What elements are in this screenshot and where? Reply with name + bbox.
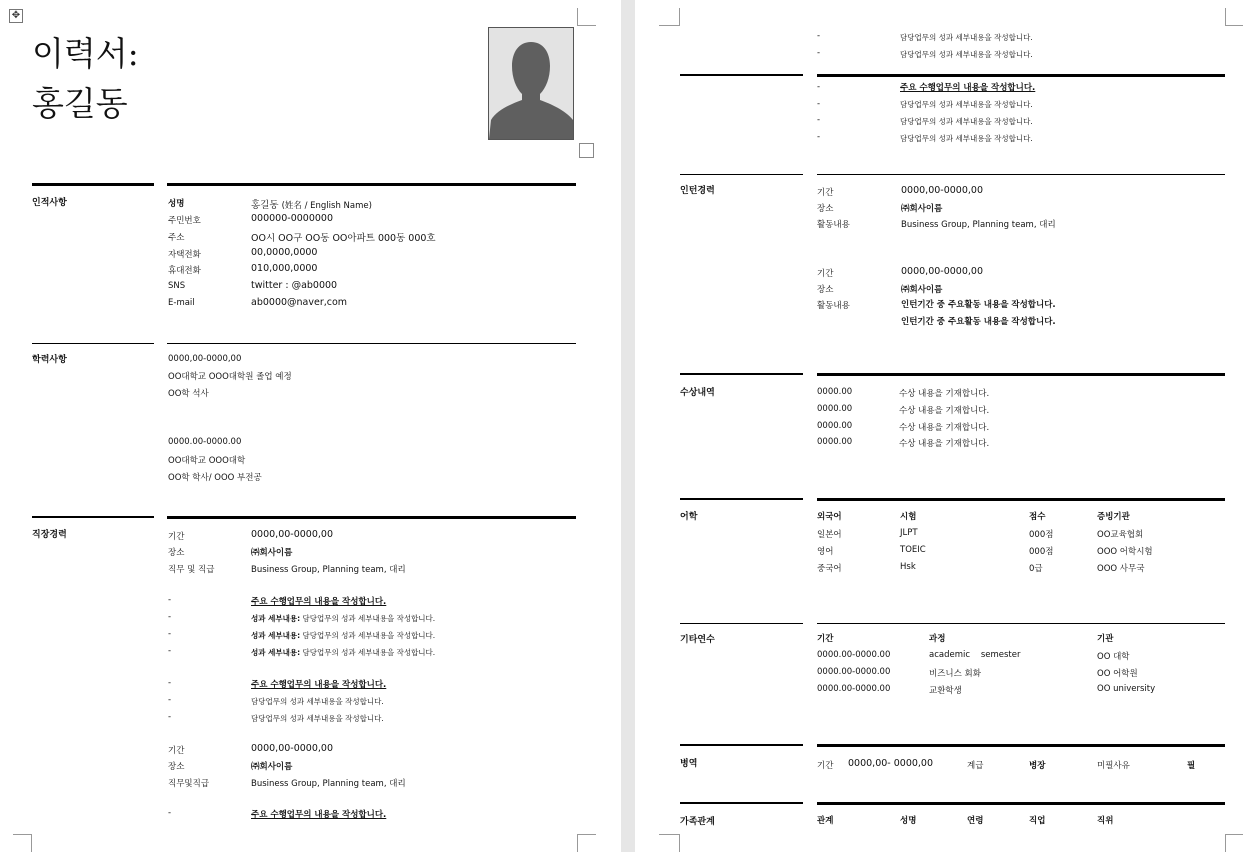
award-date: 0000.00 (817, 421, 853, 431)
award-text: 수상 내용을 기재합니다. (899, 439, 990, 449)
table-header: 과정 (929, 634, 946, 644)
task-detail: 담당업무의 성과 세부내용을 작성합니다. (900, 117, 1033, 126)
work-role: Business Group, Planning team, 대리 (251, 565, 406, 575)
section-title-work: 직장경력 (32, 530, 67, 540)
section-divider (32, 183, 154, 186)
field-label: 장소 (817, 204, 834, 214)
field-label: 주민번호 (168, 216, 201, 226)
task-main: 주요 수행업무의 내용을 작성합니다. (900, 83, 1036, 93)
task-detail: 담당업무의 성과 세부내용을 작성합니다. (251, 714, 384, 723)
table-cell: 0급 (1029, 564, 1043, 574)
field-label: 장소 (817, 285, 834, 295)
section-divider (817, 802, 1225, 805)
military-rank: 병장 (1029, 761, 1046, 771)
field-label: 성명 (168, 199, 185, 209)
name-extra: (姓名 / English Name) (281, 201, 372, 211)
section-title-military: 병역 (680, 759, 698, 769)
education-period: 0000.00-0000.00 (168, 437, 242, 447)
field-label: 자택전화 (168, 250, 201, 260)
mobile-phone-value: 010,000,0000 (251, 263, 318, 274)
profile-photo[interactable] (488, 27, 574, 140)
award-text: 수상 내용을 기재합니다. (899, 406, 990, 416)
field-label: 직무 및 직급 (168, 565, 215, 575)
crop-mark (577, 834, 596, 852)
task-main: 주요 수행업무의 내용을 작성합니다. (251, 810, 387, 820)
education-school: OO대학교 OOO대학 (168, 456, 246, 466)
table-cell: OOO 어학시험 (1097, 547, 1153, 557)
section-title-training: 기타연수 (680, 635, 715, 645)
move-handle-icon[interactable]: ✥ (9, 9, 23, 23)
intern-period: 0000,00-0000,00 (901, 266, 983, 277)
table-cell: TOEIC (900, 545, 926, 555)
bullet-dash: - (817, 132, 821, 142)
section-title-family: 가족관계 (680, 817, 715, 827)
name-value (251, 197, 372, 211)
military-status: 필 (1187, 761, 1196, 771)
intern-company: ㈜회사이름 (901, 285, 943, 295)
section-divider (32, 516, 154, 518)
bullet-dash: - (168, 678, 172, 688)
bullet-dash: - (168, 808, 172, 818)
field-label: 장소 (168, 548, 185, 558)
field-label: 활동내용 (817, 220, 850, 230)
table-header: 관계 (817, 816, 834, 826)
bullet-dash: - (168, 695, 172, 705)
section-divider (680, 174, 803, 175)
table-header: 직위 (1097, 816, 1114, 826)
detail-label: 성과 세부내용: (251, 648, 301, 657)
section-divider (817, 74, 1225, 77)
field-label: 기간 (168, 746, 185, 756)
table-cell: 0000.00-0000.00 (817, 667, 891, 677)
crop-mark (1225, 834, 1243, 852)
table-cell: 0000.00-0000.00 (817, 650, 891, 660)
task-detail (251, 647, 435, 658)
intern-activity: 인턴기간 중 주요활동 내용을 작성합니다. (901, 300, 1056, 310)
table-cell: 000점 (1029, 530, 1054, 540)
table-cell: OO교육협회 (1097, 530, 1144, 540)
table-cell: 0000.00-0000.00 (817, 684, 891, 694)
detail-label: 성과 세부내용: (251, 614, 301, 623)
section-divider (817, 174, 1225, 175)
section-divider (680, 74, 803, 76)
table-cell: OO 대학 (1097, 652, 1130, 662)
work-role: Business Group, Planning team, 대리 (251, 779, 406, 789)
table-cell: OOO 사무국 (1097, 564, 1145, 574)
field-label: 기간 (817, 761, 834, 771)
section-title-language: 어학 (680, 512, 698, 522)
work-period: 0000,00-0000,00 (251, 529, 333, 540)
work-period: 0000,00-0000,00 (251, 743, 333, 754)
name-text: 홍길동 (251, 200, 279, 211)
task-detail: 담당업무의 성과 세부내용을 작성합니다. (900, 100, 1033, 109)
page-1 (0, 0, 621, 852)
table-cell: academic semester (929, 650, 1021, 660)
task-detail: 담당업무의 성과 세부내용을 작성합니다. (251, 697, 384, 706)
section-divider (167, 183, 576, 186)
section-divider (32, 343, 154, 344)
section-title-awards: 수상내역 (680, 388, 715, 398)
resize-handle[interactable] (579, 143, 594, 158)
bullet-dash: - (817, 31, 821, 41)
table-cell: 중국어 (817, 564, 842, 574)
education-degree: OO학 석사 (168, 389, 209, 399)
table-cell: 000점 (1029, 547, 1054, 557)
award-text: 수상 내용을 기재합니다. (899, 423, 990, 433)
id-number-value: 000000-0000000 (251, 213, 334, 224)
sns-value: twitter : @ab0000 (251, 280, 338, 291)
applicant-name-title: 홍길동 (32, 84, 128, 123)
crop-mark (577, 8, 596, 26)
table-header: 점수 (1029, 512, 1046, 522)
task-main: 주요 수행업무의 내용을 작성합니다. (251, 680, 387, 690)
task-main: 주요 수행업무의 내용을 작성합니다. (251, 597, 387, 607)
table-cell: 비즈니스 회화 (929, 669, 981, 679)
intern-activity: Business Group, Planning team, 대리 (901, 220, 1056, 230)
task-detail (251, 613, 435, 624)
bullet-dash: - (168, 595, 172, 605)
table-header: 시험 (900, 512, 917, 522)
table-cell: OO university (1097, 684, 1156, 694)
section-title-education: 학력사항 (32, 355, 67, 365)
work-company: ㈜회사이름 (251, 548, 293, 558)
award-date: 0000.00 (817, 387, 853, 397)
section-divider (680, 623, 803, 624)
page-2 (635, 0, 1243, 852)
award-date: 0000.00 (817, 437, 853, 447)
detail-text: 담당업무의 성과 세부내용을 작성합니다. (302, 648, 436, 657)
field-label: 활동내용 (817, 301, 850, 311)
address-value: OO시 OO구 OO동 OO아파트 000동 000호 (251, 233, 436, 244)
detail-text: 담당업무의 성과 세부내용을 작성합니다. (302, 631, 436, 640)
resume-title: 이력서: (32, 34, 139, 73)
table-cell: 교환학생 (929, 686, 962, 696)
table-header: 기간 (817, 634, 834, 644)
intern-company: ㈜회사이름 (901, 204, 943, 214)
bullet-dash: - (168, 612, 172, 622)
person-silhouette-icon (489, 28, 573, 139)
section-divider (680, 744, 803, 746)
field-label: 계급 (967, 761, 984, 771)
bullet-dash: - (817, 115, 821, 125)
bullet-dash: - (817, 82, 821, 92)
email-value: ab0000@naver,com (251, 297, 348, 308)
education-period: 0000,00-0000,00 (168, 354, 242, 364)
field-label: 기간 (817, 188, 834, 198)
field-label: 직무및직급 (168, 779, 210, 789)
crop-mark (1225, 8, 1243, 26)
table-cell: OO 어학원 (1097, 669, 1138, 679)
education-school: OO대학교 OOO대학원 졸업 예정 (168, 372, 292, 382)
table-header: 외국어 (817, 512, 842, 522)
table-header: 직업 (1029, 816, 1046, 826)
field-label: 휴대전화 (168, 266, 201, 276)
section-divider (680, 373, 803, 375)
section-divider (167, 343, 576, 344)
award-date: 0000.00 (817, 404, 853, 414)
task-detail: 담당업무의 성과 세부내용을 작성합니다. (900, 50, 1033, 59)
table-header: 연령 (967, 816, 984, 826)
table-cell: 영어 (817, 547, 834, 557)
table-header: 기관 (1097, 634, 1114, 644)
bullet-dash: - (817, 99, 821, 109)
field-label: 기간 (168, 532, 185, 542)
field-label: E-mail (168, 298, 195, 308)
field-label: 기간 (817, 269, 834, 279)
table-cell: JLPT (900, 528, 918, 538)
section-divider (817, 744, 1225, 747)
field-label: 주소 (168, 233, 185, 243)
field-label: SNS (168, 281, 186, 291)
section-divider (680, 802, 803, 804)
field-label: 장소 (168, 762, 185, 772)
work-company: ㈜회사이름 (251, 762, 293, 772)
bullet-dash: - (168, 712, 172, 722)
section-divider (817, 373, 1225, 376)
section-divider (167, 516, 576, 519)
intern-activity: 인턴기간 중 주요활동 내용을 작성합니다. (901, 317, 1056, 327)
section-divider (680, 498, 803, 500)
task-detail (251, 630, 435, 641)
field-label: 미필사유 (1097, 761, 1130, 771)
education-degree: OO학 학사/ OOO 부전공 (168, 473, 262, 483)
award-text: 수상 내용을 기재합니다. (899, 389, 990, 399)
table-header: 증빙기관 (1097, 512, 1130, 522)
bullet-dash: - (817, 48, 821, 58)
section-divider (817, 623, 1225, 624)
section-title-intern: 인턴경력 (680, 186, 715, 196)
task-detail: 담당업무의 성과 세부내용을 작성합니다. (900, 134, 1033, 143)
task-detail: 담당업무의 성과 세부내용을 작성합니다. (900, 33, 1033, 42)
crop-mark (659, 8, 680, 26)
detail-text: 담당업무의 성과 세부내용을 작성합니다. (302, 614, 436, 623)
detail-label: 성과 세부내용: (251, 631, 301, 640)
section-title-personal: 인적사항 (32, 198, 67, 208)
crop-mark (659, 834, 680, 852)
intern-period: 0000,00-0000,00 (901, 185, 983, 196)
table-header: 성명 (900, 816, 917, 826)
bullet-dash: - (168, 646, 172, 656)
section-divider (817, 498, 1225, 501)
bullet-dash: - (168, 629, 172, 639)
table-cell: 일본어 (817, 530, 842, 540)
military-period: 0000,00- 0000,00 (848, 758, 934, 769)
table-cell: Hsk (900, 562, 916, 572)
home-phone-value: 00,0000,0000 (251, 247, 318, 258)
crop-mark (13, 834, 32, 852)
